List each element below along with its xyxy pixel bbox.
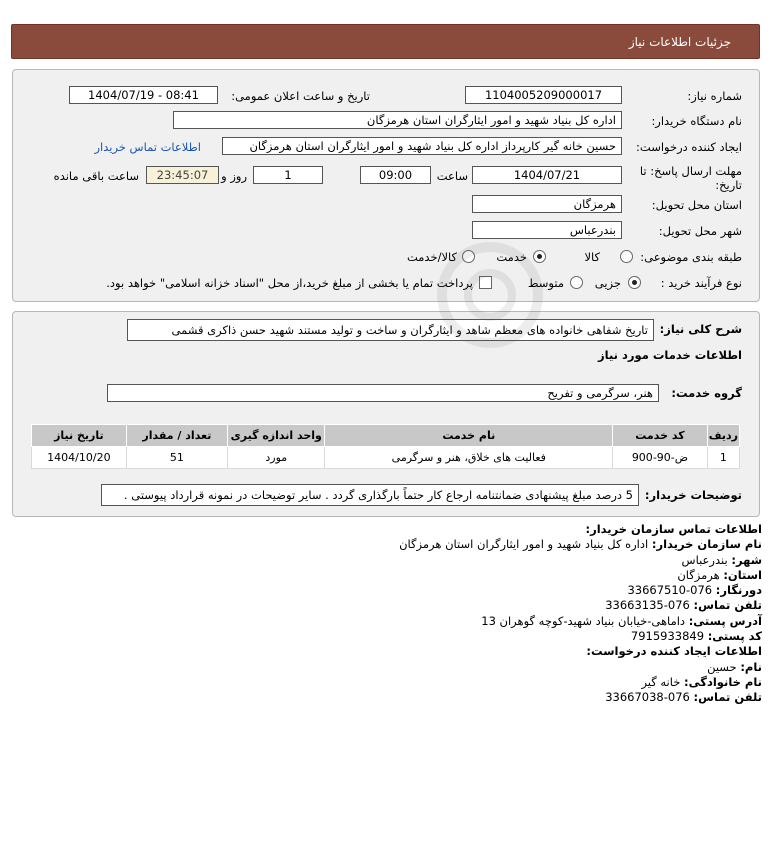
contact-address-label: آدرس پستی:: [688, 613, 762, 628]
creator-field[interactable]: حسین خانه گیر کارپرداز اداره کل بنیاد شهید و امور ایثارگران استان هرمزگان: [222, 137, 622, 155]
contact-postal: 7915933849: [630, 629, 705, 644]
contact-org-label: نام سازمان خریدار:: [651, 537, 762, 552]
city-label: شهر محل تحویل:: [658, 224, 742, 238]
province-field[interactable]: هرمزگان: [472, 195, 622, 213]
creator-name: حسین: [707, 659, 737, 674]
deadline-date-field[interactable]: 1404/07/21: [472, 166, 622, 184]
description-label: شرح کلی نیاز:: [659, 322, 742, 336]
days-label: روز و: [221, 169, 247, 183]
category-option-goods-service: کالا/خدمت: [406, 250, 457, 264]
need-number-field[interactable]: 1104005209000017: [465, 86, 622, 104]
province-label: استان محل تحویل:: [651, 198, 742, 212]
process-option-medium: متوسط: [527, 276, 564, 290]
contact-org: اداره کل بنیاد شهید و امور ایثارگران استان هرمزگان: [399, 537, 649, 552]
process-option-minor: جزیی: [594, 276, 621, 290]
cell-row-number: 1: [707, 447, 739, 469]
cell-quantity: 51: [126, 447, 227, 469]
buyer-org-label: نام دستگاه خریدار:: [651, 114, 742, 128]
creator-phone-label: تلفن تماس:: [693, 690, 762, 705]
category-radio-service[interactable]: [533, 250, 546, 263]
creator-family-label: نام خانوادگی:: [684, 674, 762, 689]
col-row-number: ردیف: [707, 425, 739, 447]
table-row: [32, 447, 740, 469]
contact-fax-line: [262, 583, 762, 598]
page-title: جزئیات اطلاعات نیاز: [628, 35, 731, 49]
process-radio-medium[interactable]: [570, 276, 583, 289]
contact-city-label: شهر:: [731, 552, 762, 567]
deadline-label: مهلت ارسال پاسخ: تا: [639, 164, 742, 178]
contact-phone-line: [262, 598, 762, 613]
category-option-goods: کالا: [584, 250, 600, 264]
deadline-date-label: تاریخ:: [715, 178, 742, 192]
contact-phone-label: تلفن تماس:: [693, 598, 762, 613]
services-table: [31, 424, 740, 469]
creator-phone-line: [262, 690, 762, 705]
service-group-field[interactable]: هنر، سرگرمی و تفریح: [107, 384, 659, 402]
service-group-label: گروه خدمت:: [671, 386, 742, 400]
contact-province-label: استان:: [723, 567, 762, 582]
treasury-payment-note: پرداخت تمام یا بخشی از مبلغ خرید،از محل "اسناد خزانه اسلامی" خواهد بود.: [106, 276, 473, 290]
col-quantity: تعداد / مقدار: [126, 425, 227, 447]
announce-field[interactable]: 1404/07/19 - 08:41: [69, 86, 218, 104]
contact-address: داماهی-خیابان بنیاد شهید-کوچه گوهران 13: [481, 613, 686, 628]
services-title: اطلاعات خدمات مورد نیاز: [598, 348, 742, 362]
creator-name-line: [262, 660, 762, 675]
creator-info-title: اطلاعات ایجاد کننده درخواست:: [586, 644, 762, 659]
col-need-date: تاریخ نیاز: [32, 425, 127, 447]
creator-phone: 076-33667038: [605, 690, 690, 705]
contact-city-line: [262, 553, 762, 568]
description-field[interactable]: تاریخ شفاهی خانواده های معظم شاهد و ایثارگران و ساخت و تولید مستند شهید حسن ذاکری قشمی: [127, 319, 654, 341]
cell-unit: مورد: [228, 447, 325, 469]
creator-family-line: [262, 675, 762, 690]
treasury-payment-checkbox[interactable]: [479, 276, 492, 289]
category-radio-goods-service[interactable]: [462, 250, 475, 263]
contact-phone: 076-33663135: [605, 598, 690, 613]
contact-postal-line: [262, 629, 762, 644]
buyer-notes-label: توضیحات خریدار:: [644, 488, 742, 502]
buyer-org-field[interactable]: اداره کل بنیاد شهید و امور ایثارگران استان هرمزگان: [173, 111, 622, 129]
col-service-code: کد خدمت: [613, 425, 708, 447]
contact-postal-label: کد پستی:: [707, 629, 762, 644]
contact-org-line: [262, 537, 762, 552]
creator-label: ایجاد کننده درخواست:: [636, 140, 742, 154]
creator-family: خانه گیر: [641, 674, 681, 689]
deadline-time-field[interactable]: 09:00: [360, 166, 431, 184]
remaining-time-field: 23:45:07: [146, 166, 219, 184]
city-field[interactable]: بندرعباس: [472, 221, 622, 239]
contact-fax-label: دورنگار:: [715, 583, 762, 598]
contact-info: [262, 522, 762, 706]
days-field[interactable]: 1: [253, 166, 323, 184]
process-label: نوع فرآیند خرید :: [660, 276, 742, 290]
category-radio-goods[interactable]: [620, 250, 633, 263]
announce-label: تاریخ و ساعت اعلان عمومی:: [231, 89, 370, 103]
category-option-service: خدمت: [496, 250, 527, 264]
creator-name-label: نام:: [740, 659, 762, 674]
cell-service-code: ض-90-900: [613, 447, 708, 469]
buyer-notes-field[interactable]: 5 درصد مبلغ پیشنهادی ضمانتنامه ارجاع کار حتماً بارگذاری گردد . سایر توضیحات در نمونه قرارداد پیوستی .: [101, 484, 639, 506]
cell-service-name: فعالیت های خلاق، هنر و سرگرمی: [325, 447, 613, 469]
contact-address-line: [262, 614, 762, 629]
remaining-label: ساعت باقی مانده: [53, 169, 139, 183]
buyer-contact-link[interactable]: اطلاعات تماس خریدار: [94, 140, 201, 154]
cell-need-date: 1404/10/20: [32, 447, 127, 469]
contact-city: بندرعباس: [681, 552, 728, 567]
contact-fax: 076-33667510: [627, 583, 713, 598]
category-label: طبقه بندی موضوعی:: [640, 250, 742, 264]
table-header-row: [32, 425, 740, 447]
process-radio-minor[interactable]: [628, 276, 641, 289]
contact-province-line: [262, 568, 762, 583]
col-unit: واحد اندازه گیری: [228, 425, 325, 447]
need-number-label: شماره نیاز:: [687, 89, 742, 103]
contact-province: هرمزگان: [677, 567, 720, 582]
col-service-name: نام خدمت: [325, 425, 613, 447]
page-header: [11, 24, 760, 59]
deadline-time-label: ساعت: [436, 169, 468, 183]
contact-title: اطلاعات تماس سازمان خریدار:: [585, 522, 762, 536]
